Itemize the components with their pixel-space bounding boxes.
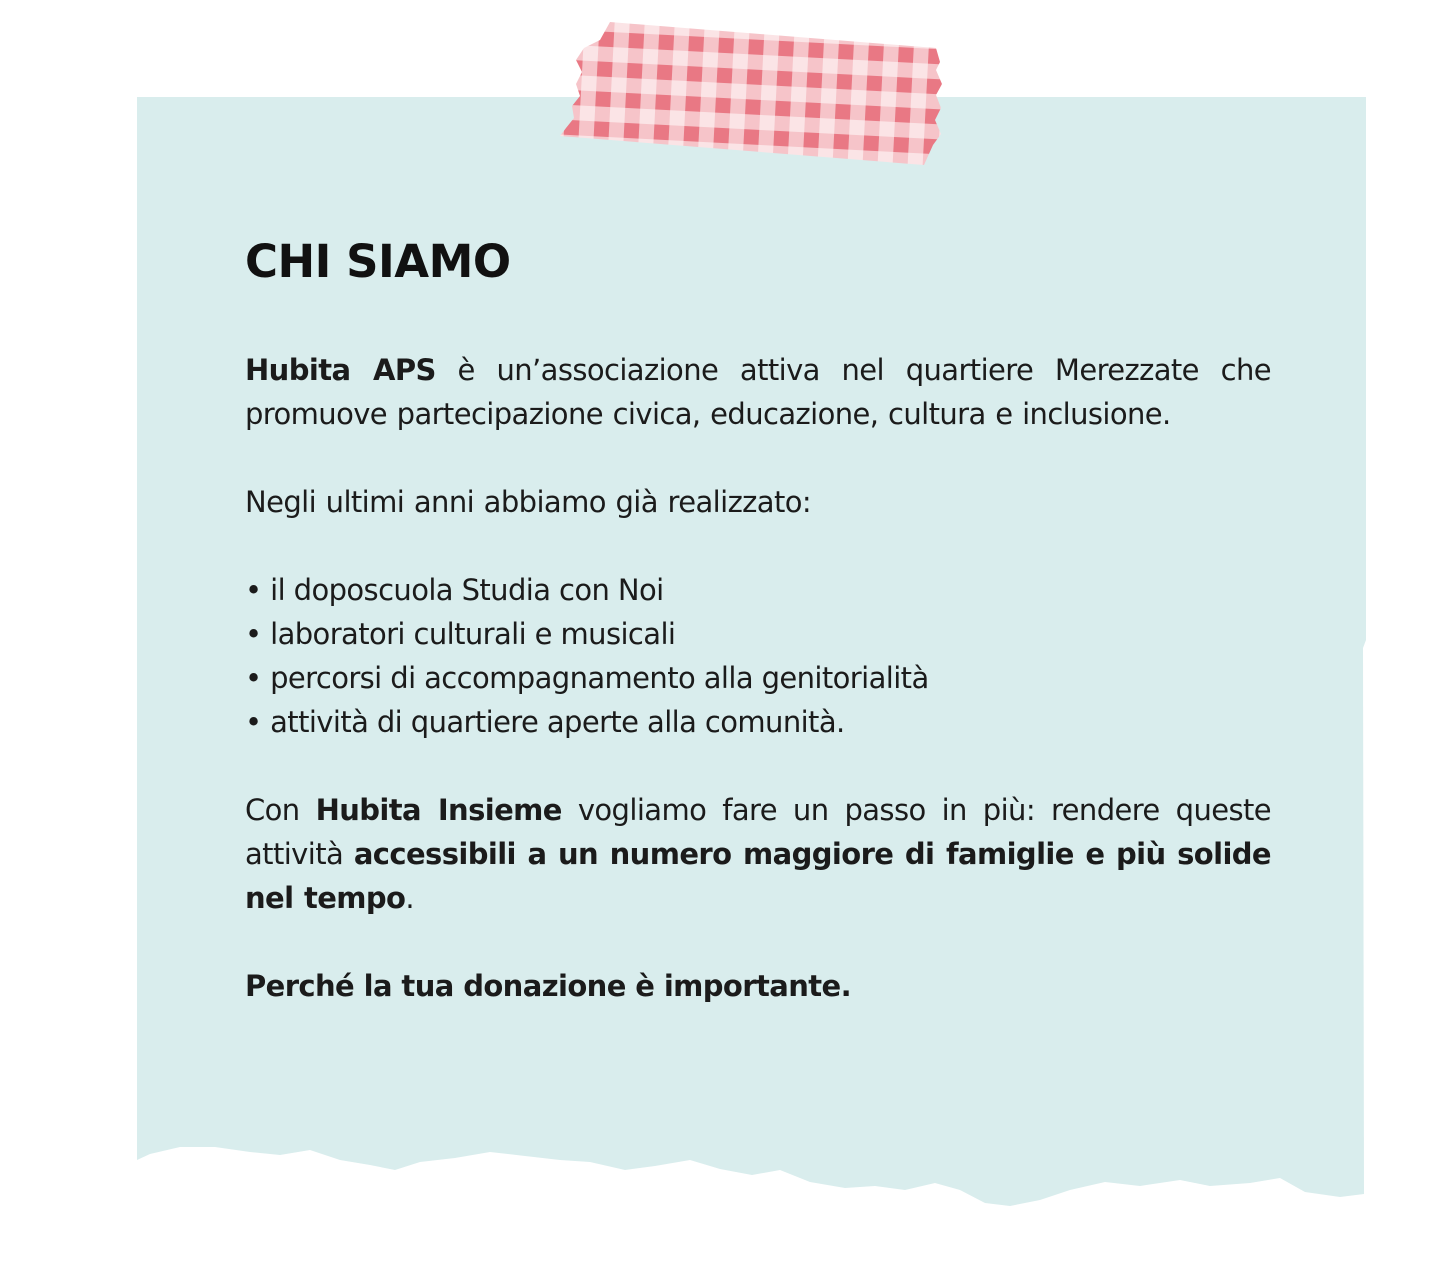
closing-text-3: . bbox=[405, 881, 415, 915]
list-item: • il doposcuola Studia con Noi bbox=[245, 568, 1271, 612]
project-name: Hubita Insieme bbox=[315, 793, 562, 827]
activities-list bbox=[245, 568, 1271, 744]
activities-lead: Negli ultimi anni abbiamo già realizzato: bbox=[245, 485, 812, 519]
org-name: Hubita APS bbox=[245, 353, 436, 387]
closing-text-1: Con bbox=[245, 793, 316, 827]
closing-paragraph bbox=[245, 788, 1271, 920]
about-section bbox=[245, 232, 1271, 1037]
list-item: • laboratori culturali e musicali bbox=[245, 612, 1271, 656]
list-item: • attività di quartiere aperte alla comunità. bbox=[245, 700, 1271, 744]
closing-emphasis: accessibili a un numero maggiore di famiglie e più solide nel tempo bbox=[245, 837, 1272, 915]
donation-heading: Perché la tua donazione è importante. bbox=[245, 969, 851, 1003]
list-item: • percorsi di accompagnamento alla genitorialità bbox=[245, 656, 1271, 700]
closing-text-2: vogliamo fare un passo in più: rendere queste attività bbox=[245, 793, 1272, 871]
intro-text: è un’associazione attiva nel quartiere Merezzate che promuove partecipazione civica, educazione, cultura e inclusione. bbox=[245, 353, 1271, 431]
intro-paragraph bbox=[245, 348, 1271, 436]
section-title: CHI SIAMO bbox=[245, 235, 511, 288]
